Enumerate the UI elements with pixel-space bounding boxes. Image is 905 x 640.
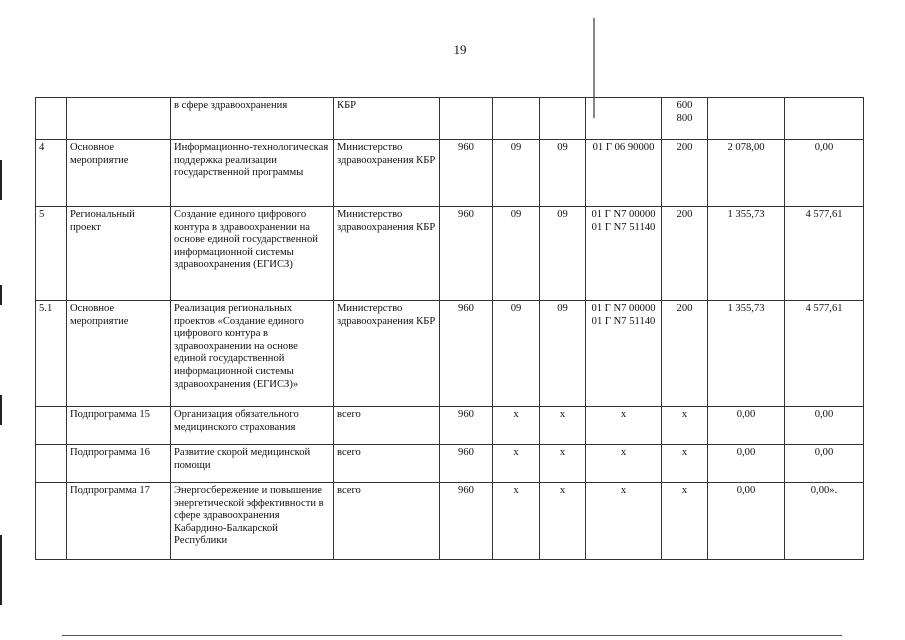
executor-cell: Министерство здравоохранения КБР	[334, 207, 440, 301]
amount-2020-cell: 0,00	[785, 140, 864, 207]
grbs-cell: 960	[440, 207, 493, 301]
rz-cell: 09	[493, 140, 540, 207]
table-row	[36, 140, 864, 207]
pr-cell: х	[540, 483, 586, 560]
row-number-cell	[36, 483, 67, 560]
pr-cell	[540, 98, 586, 140]
table-row	[36, 98, 864, 140]
row-number-cell	[36, 445, 67, 483]
row-number-cell: 4	[36, 140, 67, 207]
status-cell: Основное мероприятие	[67, 140, 171, 207]
status-cell: Основное мероприятие	[67, 301, 171, 407]
row-number-cell	[36, 407, 67, 445]
amount-2019-cell: 1 355,73	[708, 207, 785, 301]
scan-mark	[0, 160, 2, 200]
amount-2019-cell: 1 355,73	[708, 301, 785, 407]
vr-cell: х	[662, 483, 708, 560]
status-cell	[67, 98, 171, 140]
amount-2020-cell: 0,00».	[785, 483, 864, 560]
csr-cell: 01 Г 06 90000	[586, 140, 662, 207]
table-row	[36, 407, 864, 445]
grbs-cell: 960	[440, 483, 493, 560]
pr-cell: 09	[540, 301, 586, 407]
budget-table	[35, 97, 864, 560]
table-row	[36, 301, 864, 407]
status-cell: Подпрограмма 15	[67, 407, 171, 445]
vr-cell: х	[662, 407, 708, 445]
name-cell: Создание единого цифрового контура в здравоохранении на основе единой государственной информационной системы здравоохранения (ЕГИСЗ)	[171, 207, 334, 301]
name-cell: Энергосбережение и повышение энергетической эффективности в сфере здравоохранения Кабардино-Балкарской Республики	[171, 483, 334, 560]
vr-cell: 200	[662, 140, 708, 207]
csr-cell	[586, 98, 662, 140]
grbs-cell: 960	[440, 301, 493, 407]
executor-cell: всего	[334, 483, 440, 560]
name-cell: Реализация региональных проектов «Создание единого цифрового контура в здравоохранении на основе единой государственной информационной системы здравоохранения (ЕГИСЗ)»	[171, 301, 334, 407]
amount-2020-cell: 0,00	[785, 445, 864, 483]
row-number-cell: 5	[36, 207, 67, 301]
row-number-cell	[36, 98, 67, 140]
csr-cell: 01 Г N7 00000 01 Г N7 51140	[586, 301, 662, 407]
scan-mark	[0, 285, 2, 305]
grbs-cell	[440, 98, 493, 140]
row-number-cell: 5.1	[36, 301, 67, 407]
vr-cell: х	[662, 445, 708, 483]
rz-cell: 09	[493, 207, 540, 301]
scan-mark	[0, 395, 2, 425]
grbs-cell: 960	[440, 445, 493, 483]
pr-cell: х	[540, 407, 586, 445]
vr-cell: 600 800	[662, 98, 708, 140]
amount-2020-cell: 4 577,61	[785, 301, 864, 407]
grbs-cell: 960	[440, 407, 493, 445]
vr-cell: 200	[662, 207, 708, 301]
vr-cell: 200	[662, 301, 708, 407]
rz-cell: х	[493, 483, 540, 560]
table-row	[36, 445, 864, 483]
rz-cell: 09	[493, 301, 540, 407]
pr-cell: 09	[540, 140, 586, 207]
amount-2020-cell: 4 577,61	[785, 207, 864, 301]
table-row	[36, 207, 864, 301]
name-cell: Организация обязательного медицинского страхования	[171, 407, 334, 445]
csr-cell: х	[586, 483, 662, 560]
page-number: 19	[453, 42, 467, 57]
rz-cell: х	[493, 407, 540, 445]
rz-cell	[493, 98, 540, 140]
amount-2019-cell: 0,00	[708, 483, 785, 560]
amount-2019-cell: 0,00	[708, 445, 785, 483]
status-cell: Подпрограмма 16	[67, 445, 171, 483]
executor-cell: Министерство здравоохранения КБР	[334, 140, 440, 207]
csr-cell: х	[586, 445, 662, 483]
name-cell: Развитие скорой медицинской помощи	[171, 445, 334, 483]
csr-cell: 01 Г N7 00000 01 Г N7 51140	[586, 207, 662, 301]
executor-cell: всего	[334, 407, 440, 445]
name-cell: Информационно-технологическая поддержка реализации государственной программы	[171, 140, 334, 207]
grbs-cell: 960	[440, 140, 493, 207]
csr-cell: х	[586, 407, 662, 445]
scan-mark	[0, 535, 2, 605]
amount-2019-cell: 0,00	[708, 407, 785, 445]
pr-cell: 09	[540, 207, 586, 301]
page-bottom-divider	[62, 635, 842, 636]
status-cell: Региональный проект	[67, 207, 171, 301]
table-row	[36, 483, 864, 560]
pr-cell: х	[540, 445, 586, 483]
amount-2019-cell: 2 078,00	[708, 140, 785, 207]
executor-cell: всего	[334, 445, 440, 483]
amount-2020-cell	[785, 98, 864, 140]
amount-2020-cell: 0,00	[785, 407, 864, 445]
rz-cell: х	[493, 445, 540, 483]
executor-cell: КБР	[334, 98, 440, 140]
status-cell: Подпрограмма 17	[67, 483, 171, 560]
name-cell: в сфере здравоохранения	[171, 98, 334, 140]
amount-2019-cell	[708, 98, 785, 140]
executor-cell: Министерство здравоохранения КБР	[334, 301, 440, 407]
